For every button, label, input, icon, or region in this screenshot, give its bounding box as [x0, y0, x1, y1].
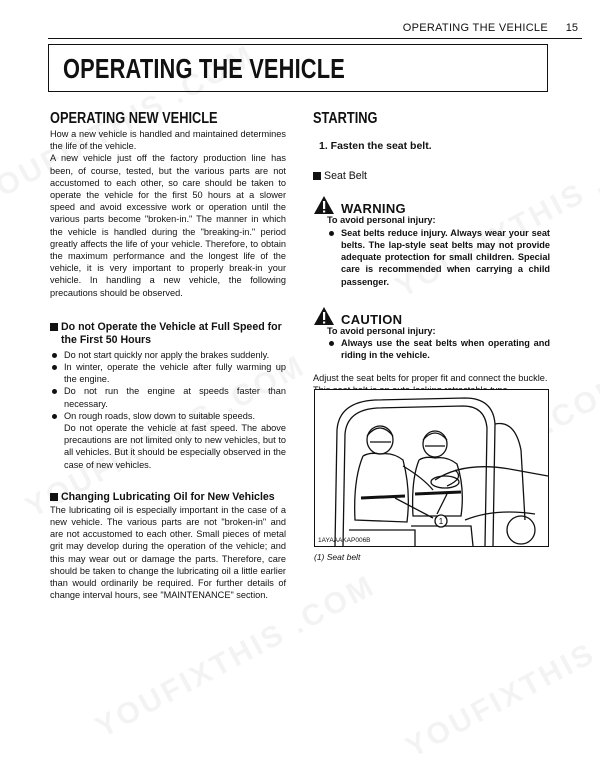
list-item: Do not start quickly nor apply the brakes suddenly. — [50, 349, 286, 361]
caution-list — [313, 337, 550, 361]
list-item: Seat belts reduce injury. Always wear your seat belts. The lap-style seat belts may not provide adequate protection for small children. Special care is recommended when carrying a child passenger. — [327, 227, 550, 288]
intro-paragraph-1: How a new vehicle is handled and maintained determines the life of the vehicle. — [50, 129, 286, 152]
figure-caption: (1) Seat belt — [314, 552, 361, 562]
seat-belt-illustration — [315, 390, 548, 546]
list-item: In winter, operate the vehicle after fully warming up the engine. — [50, 361, 286, 385]
square-bullet-icon — [50, 323, 58, 331]
intro-paragraph-2: A new vehicle just off the factory production line has been, of course, tested, but the various parts are not accustomed to each other, so care should be taken to operate the vehicle for the first 50 hours at a slower speed and avoid excessive work or operation until the various parts become "broken-in." The manner in which the vehicle is handled during the "breaking-in." period greatly affects the life of your vehicle. Therefore, to obtain the maximum performance and the longest life of the vehicle, it is very important to properly break-in your vehicle. In handling a new vehicle, the following precautions should be observed. — [50, 153, 286, 298]
square-bullet-icon — [313, 172, 321, 180]
warning-label: WARNING — [341, 201, 406, 217]
section-heading-new-vehicle: OPERATING NEW VEHICLE — [50, 110, 218, 127]
precaution-note: Do not operate the vehicle at fast speed. The above precautions are not limited only to new vehicles, but to all vehicles. But it should be especially observed in the case of new vehicles. — [64, 423, 286, 470]
chapter-title-box — [48, 44, 548, 92]
page-number: 15 — [565, 22, 578, 34]
subheading-lubricating-oil: Changing Lubricating Oil for New Vehicles — [50, 491, 286, 504]
caution-triangle-icon — [313, 306, 335, 326]
precaution-list — [50, 349, 286, 422]
left-column — [50, 110, 286, 602]
oil-paragraph: The lubricating oil is especially important in the case of a new vehicle. The various parts are not "broken-in" and are not accustomed to each other. Small pieces of metal grit may develop during the operation of the vehicle; and this may wear out or damage the parts. Therefore, care should be taken to change the lubricating oil a little earlier than would ordinarily be required. For further details of change interval hours, see "MAINTENANCE" section. — [50, 504, 286, 601]
step-1: 1. Fasten the seat belt. — [319, 140, 432, 152]
warning-list — [313, 227, 550, 288]
caution-header — [313, 304, 550, 326]
warning-triangle-icon — [313, 195, 335, 215]
warning-avoid-text: To avoid personal injury: — [327, 215, 436, 226]
watermark — [400, 589, 600, 765]
callout-number: 1 — [438, 517, 444, 526]
figure-code: 1AYAAAKAP006B — [318, 537, 371, 544]
square-bullet-icon — [50, 493, 58, 501]
right-column — [313, 110, 550, 396]
warning-header — [313, 193, 550, 215]
list-item: On rough roads, slow down to suitable speeds. — [50, 410, 286, 422]
caution-label: CAUTION — [341, 311, 403, 327]
adjust-paragraph: Adjust the seat belts for proper fit and connect the buckle. — [313, 372, 548, 383]
seat-belt-figure — [314, 389, 549, 547]
running-header: OPERATING THE VEHICLE — [402, 22, 548, 34]
list-item: Do not run the engine at speeds faster than necessary. — [50, 385, 286, 409]
caution-avoid-text: To avoid personal injury: — [327, 325, 436, 336]
subheading-seat-belt: Seat Belt — [313, 170, 550, 183]
section-heading-starting: STARTING — [313, 110, 378, 127]
subheading-full-speed: Do not Operate the Vehicle at Full Speed for the First 50 Hours — [50, 321, 286, 347]
chapter-title: OPERATING THE VEHICLE — [63, 53, 345, 84]
list-item: Always use the seat belts when operating and riding in the vehicle. — [327, 337, 550, 361]
